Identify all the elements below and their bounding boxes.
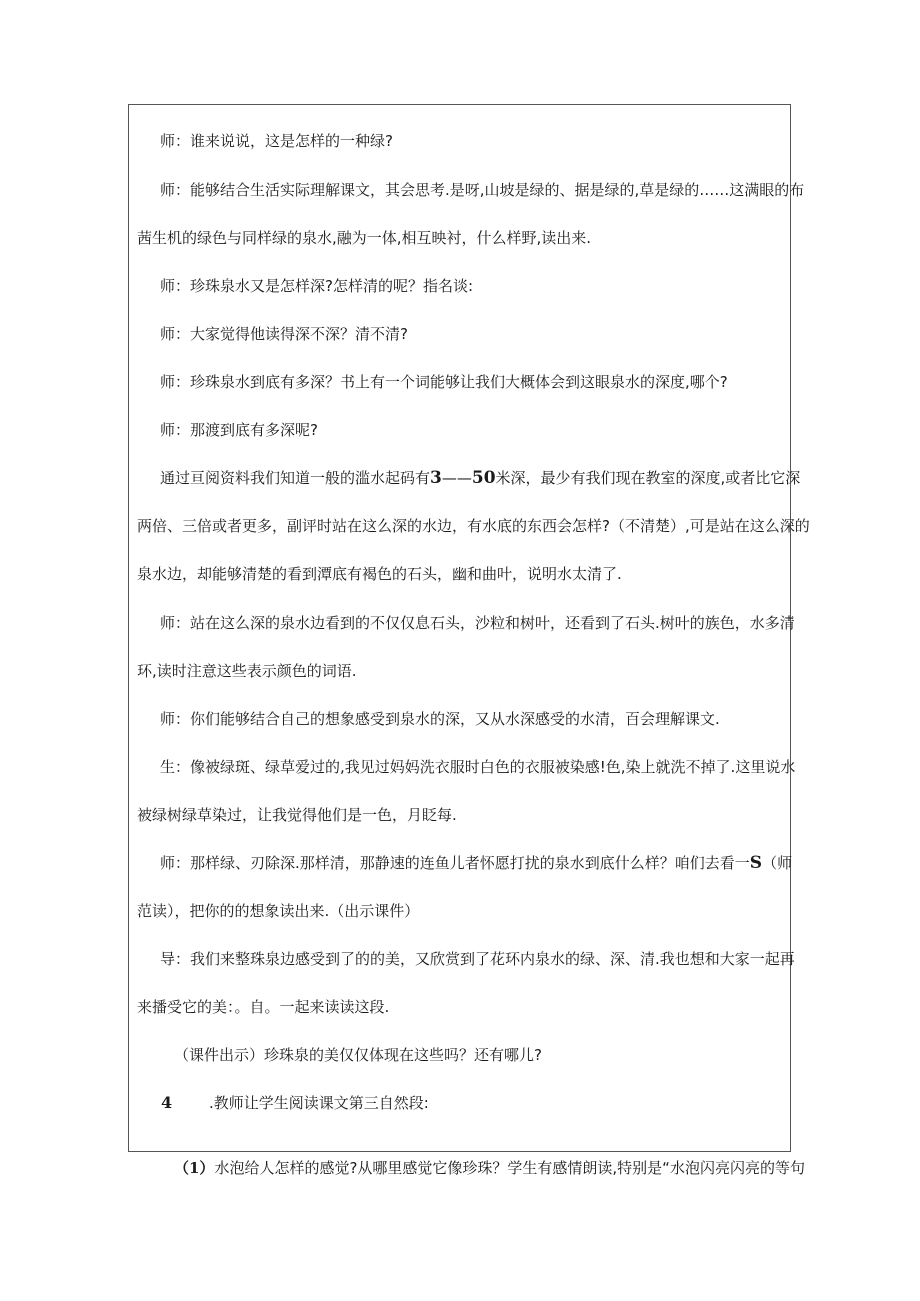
paragraph-bubbles <box>174 1158 805 1178</box>
bubbles-text: 水泡给人怎样的感觉?从哪里感觉它像珍珠？学生有感情朗读,特别是“水泡闪亮闪亮的等句 <box>214 1159 805 1177</box>
demo-text-a: 师：那样绿、刃除深.那样清，那静速的连鱼儿者怀愿打扰的泉水到底什么样？咱们去看一 <box>160 854 750 872</box>
paragraph-teacher-stones-line2: 环,读时注意这些表示颜色的词语. <box>137 662 357 680</box>
paragraph-teacher-life-line2: 茜生机的绿色与同样绿的泉水,融为一体,相互映衬，什么样野,读出来. <box>137 229 592 247</box>
demo-text-b: （师 <box>762 854 793 872</box>
paragraph-research-line3: 泉水边，却能够清楚的看到潭底有褐色的石头，幽和曲叶，说明水太清了. <box>137 565 622 583</box>
paragraph-student-line2: 被绿树绿草染过，让我觉得他们是一色，月眨每. <box>137 806 457 824</box>
paragraph-teacher-stones-line1: 师：站在这么深的泉水边看到的不仅仅息石头，沙粒和树叶，还看到了石头.树叶的族色，水多清 <box>160 614 795 632</box>
paragraph-teacher-demo-line1 <box>160 853 792 873</box>
paragraph-teacher-how-deep: 师：珍珠泉水到底有多深？书上有一个词能够让我们大概体会到这眼泉水的深度,哪个? <box>160 373 728 391</box>
paragraph-teacher-demo-line2: 范读），把你的的想象读出来.（出示课件） <box>137 902 420 920</box>
paragraph-research-line2: 两倍、三倍或者更多，副评时站在这么深的水边，有水底的东西会怎样?（不清楚）,可是站在这么深的 <box>137 517 810 535</box>
demo-letter-s: S <box>749 853 763 873</box>
paragraph-guide-line1: 导：我们来整珠泉边感受到了的的美，又欣赏到了花环内泉水的绿、深、清.我也想和大家一起再 <box>160 950 795 968</box>
research-text-b: 米深，最少有我们现在教室的深度,或者比它深 <box>495 469 801 487</box>
paragraph-teacher-question-green: 师：谁来说说，这是怎样的一种绿? <box>160 132 393 150</box>
paragraph-courseware: （课件出示）珍珠泉的美仅仅体现在这些吗？还有哪儿? <box>174 1046 542 1064</box>
paragraph-teacher-how-deep-2: 师：那渡到底有多深呢? <box>160 421 318 439</box>
bubbles-number: （1） <box>174 1159 215 1177</box>
research-number-2: 50 <box>471 468 496 488</box>
paragraph-teacher-depth-question: 师：珍珠泉水又是怎样深?怎样清的呢？指名谈: <box>160 277 474 295</box>
paragraph-guide-line2: 来播受它的美：。自。一起来读读这段. <box>137 998 390 1016</box>
paragraph-research-line1 <box>160 468 800 488</box>
paragraph-student-line1: 生：像被绿斑、绿草爱过的,我见过妈妈洗衣服时白色的衣服被染感!色,染上就洗不掉了.这里说水 <box>160 758 796 776</box>
paragraph-teacher-life-line1: 师：能够结合生活实际理解课文，其会思考.是呀,山坡是绿的、据是绿的,草是绿的……这满眼的布 <box>160 181 805 199</box>
section-heading: .教师让学生阅读课文第三自然段: <box>209 1094 429 1112</box>
paragraph-teacher-imagination: 师：你们能够结合自己的想象感受到泉水的深，又从水深感受的水清，百会理解课文. <box>160 710 720 728</box>
research-number-1: 3 <box>430 468 442 488</box>
section-number: 4 <box>161 1093 173 1112</box>
research-text-a: 通过亘阅资料我们知道一般的滥水起码有 <box>160 469 431 487</box>
paragraph-teacher-read-question: 师：大家觉得他读得深不深？清不清? <box>160 325 408 343</box>
research-dash: —— <box>441 469 472 487</box>
